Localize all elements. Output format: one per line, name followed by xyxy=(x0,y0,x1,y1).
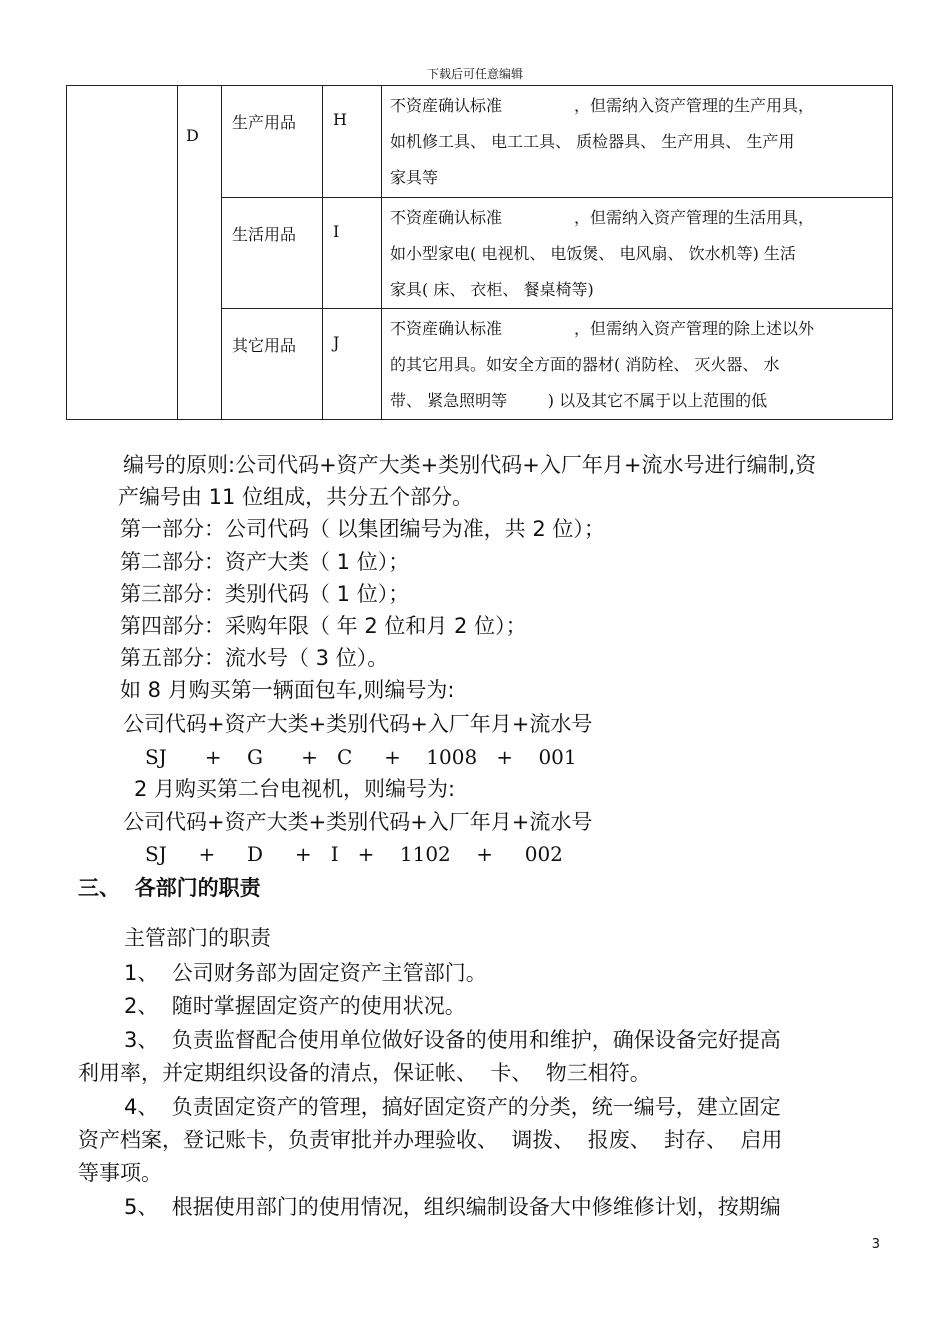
asset-category-table xyxy=(66,85,893,420)
list-item: 5、 根据使用部门的使用情况，组织编制设备大中修维修计划，按期编 xyxy=(124,1195,781,1219)
section-heading: 三、 各部门的职责 xyxy=(78,876,261,900)
desc-line: ，但需纳入资产管理的生活用具， xyxy=(574,208,815,227)
principle-line: 编号的原则:公司代码+资产大类+类别代码+入厂年月+流水号进行编制,资 xyxy=(123,453,817,477)
item-name: 生产用品 xyxy=(232,113,297,132)
principle-part: 第二部分：资产大类（ 1 位）； xyxy=(120,550,410,574)
table-cell-name xyxy=(222,198,323,309)
page-number: 3 xyxy=(871,1237,880,1252)
item-description xyxy=(382,309,892,419)
example-intro: 如 8 月购买第一辆面包车,则编号为: xyxy=(120,678,455,702)
table-cell-desc xyxy=(382,86,893,198)
list-item-continued: 利用率，并定期组织设备的清点，保证帐、 卡、 物三相符。 xyxy=(78,1061,651,1085)
example-formula: 公司代码+资产大类+类别代码+入厂年月+流水号 xyxy=(123,810,593,834)
desc-line: 不资産确认标准 xyxy=(390,319,503,338)
category-code: D xyxy=(186,126,199,145)
example-code: SJ + D + I + 1102 + 002 xyxy=(145,842,563,866)
desc-line: 如机修工具、 电工工具、 质检器具、 生产用具、 生产用 xyxy=(390,132,795,151)
desc-line: 家具等 xyxy=(390,168,439,187)
list-item: 2、 随时掌握固定资产的使用状况。 xyxy=(124,994,466,1018)
item-name: 生活用品 xyxy=(232,225,297,244)
desc-line: ，但需纳入资产管理的生产用具， xyxy=(574,96,815,115)
list-item: 3、 负责监督配合使用单位做好设备的使用和维护，确保设备完好提高 xyxy=(124,1028,781,1052)
desc-line: ，但需纳入资产管理的除上述以外 xyxy=(574,319,815,338)
principle-part: 第一部分：公司代码（ 以集团编号为准，共 2 位）； xyxy=(120,517,605,541)
principle-line: 产编号由 11 位组成，共分五个部分。 xyxy=(118,485,474,509)
desc-line: 的其它用具。如安全方面的器材( 消防栓、 灭火器、 水 xyxy=(390,355,780,374)
item-description xyxy=(382,86,892,196)
table-cell-letter xyxy=(323,198,382,309)
table-row xyxy=(67,86,893,198)
table-cell-desc xyxy=(382,309,893,420)
desc-line: 带、 紧急照明等 ) 以及其它不属于以上范围的低 xyxy=(390,391,768,410)
principle-part: 第四部分：采购年限（ 年 2 位和月 2 位）； xyxy=(120,614,527,638)
item-name: 其它用品 xyxy=(232,336,297,355)
item-letter: J xyxy=(333,333,340,352)
example-code: SJ + G + C + 1008 + 001 xyxy=(145,745,577,769)
desc-line: 不资産确认标准 xyxy=(390,96,503,115)
table-cell-blank xyxy=(67,86,178,420)
header-note: 下载后可任意编辑 xyxy=(426,67,523,81)
example-formula: 公司代码+资产大类+类别代码+入厂年月+流水号 xyxy=(123,712,593,736)
table-cell-desc xyxy=(382,198,893,309)
list-item: 1、 公司财务部为固定资产主管部门。 xyxy=(124,961,487,985)
table-cell-name xyxy=(222,309,323,420)
section-subheading: 主管部门的职责 xyxy=(124,926,271,950)
table-cell-letter xyxy=(323,86,382,198)
item-letter: I xyxy=(333,222,340,241)
item-letter: H xyxy=(333,110,347,129)
desc-line: 不资産确认标准 xyxy=(390,208,503,227)
table-cell-letter xyxy=(323,309,382,420)
list-item-continued: 等事项。 xyxy=(78,1161,162,1185)
list-item: 4、 负责固定资产的管理，搞好固定资产的分类，统一编号，建立固定 xyxy=(124,1095,781,1119)
table-cell-name xyxy=(222,86,323,198)
principle-part: 第三部分：类别代码（ 1 位）； xyxy=(120,582,410,606)
desc-line: 家具( 床、 衣柜、 餐桌椅等) xyxy=(390,280,594,299)
item-description xyxy=(382,198,892,308)
list-item-continued: 资产档案，登记账卡，负责审批并办理验收、 调拨、 报废、 封存、 启用 xyxy=(78,1128,783,1152)
example-intro: 2 月购买第二台电视机，则编号为: xyxy=(134,777,456,801)
table-cell-category-code xyxy=(178,86,222,420)
principle-part: 第五部分：流水号（ 3 位）。 xyxy=(120,646,389,670)
desc-line: 如小型家电( 电视机、 电饭煲、 电风扇、 饮水机等) 生活 xyxy=(390,244,796,263)
